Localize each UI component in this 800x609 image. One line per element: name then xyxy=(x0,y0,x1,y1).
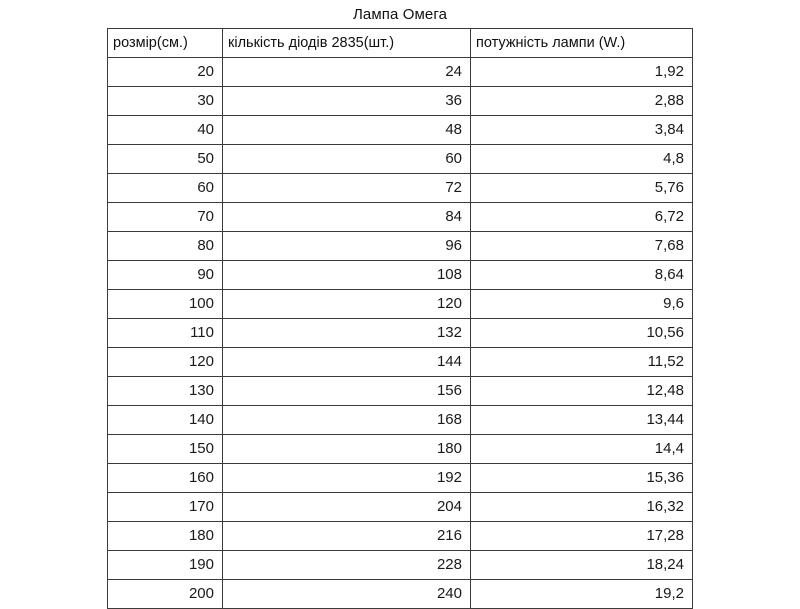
table-cell xyxy=(108,406,223,435)
table-cell xyxy=(223,493,471,522)
table-cell xyxy=(471,377,693,406)
table-cell xyxy=(108,232,223,261)
table-cell xyxy=(223,203,471,232)
cell-value: 5,76 xyxy=(654,179,684,196)
table-cell xyxy=(108,464,223,493)
specs-table xyxy=(107,28,693,609)
table-cell xyxy=(471,290,693,319)
cell-value: 60 xyxy=(197,179,214,196)
cell-value: 10,56 xyxy=(646,324,684,341)
table-row xyxy=(108,145,693,174)
cell-value: 16,32 xyxy=(646,498,684,515)
table-cell xyxy=(471,435,693,464)
table-cell xyxy=(223,551,471,580)
table-header xyxy=(108,29,693,58)
table-cell xyxy=(108,174,223,203)
cell-value: 144 xyxy=(436,353,462,370)
cell-value: 60 xyxy=(445,150,462,167)
table-row xyxy=(108,522,693,551)
table-cell xyxy=(471,232,693,261)
table-cell xyxy=(471,87,693,116)
table-cell xyxy=(108,145,223,174)
table-row xyxy=(108,464,693,493)
table-row xyxy=(108,174,693,203)
cell-value: 180 xyxy=(188,527,214,544)
table-cell xyxy=(471,203,693,232)
table-row xyxy=(108,580,693,609)
cell-value: 14,4 xyxy=(654,440,684,457)
cell-value: 17,28 xyxy=(646,527,684,544)
table-header-row xyxy=(108,29,693,58)
cell-value: 110 xyxy=(190,324,214,341)
table-cell xyxy=(108,58,223,87)
cell-value: 9,6 xyxy=(663,295,684,312)
table-row xyxy=(108,203,693,232)
table-cell xyxy=(471,522,693,551)
table-row xyxy=(108,435,693,464)
table-cell xyxy=(223,435,471,464)
cell-value: 130 xyxy=(188,382,214,399)
table-cell xyxy=(108,319,223,348)
table-cell xyxy=(471,145,693,174)
table-cell xyxy=(108,261,223,290)
table-cell xyxy=(223,406,471,435)
cell-value: 18,24 xyxy=(646,556,684,573)
table-cell xyxy=(223,174,471,203)
table-row xyxy=(108,261,693,290)
table-cell xyxy=(223,58,471,87)
table-cell xyxy=(223,87,471,116)
table-cell xyxy=(471,493,693,522)
table-cell xyxy=(108,435,223,464)
cell-value: 170 xyxy=(188,498,214,515)
table-cell xyxy=(108,493,223,522)
cell-value: 12,48 xyxy=(646,382,684,399)
cell-value: 100 xyxy=(188,295,214,312)
table-cell xyxy=(223,580,471,609)
cell-value: 150 xyxy=(188,440,214,457)
table-row xyxy=(108,290,693,319)
table-cell xyxy=(471,348,693,377)
cell-value: 20 xyxy=(197,63,214,80)
cell-value: 132 xyxy=(436,324,462,341)
cell-value: 192 xyxy=(436,469,462,486)
table-cell xyxy=(108,203,223,232)
cell-value: 80 xyxy=(197,237,214,254)
cell-value: 7,68 xyxy=(654,237,684,254)
table-cell xyxy=(223,377,471,406)
table-cell xyxy=(223,145,471,174)
table-cell xyxy=(108,87,223,116)
cell-value: 4,8 xyxy=(663,150,684,167)
page-title xyxy=(0,0,800,28)
cell-value: 108 xyxy=(436,266,462,283)
table-cell xyxy=(223,116,471,145)
table-row xyxy=(108,58,693,87)
cell-value: 228 xyxy=(436,556,462,573)
table-cell xyxy=(108,580,223,609)
cell-value: 160 xyxy=(188,469,214,486)
cell-value: 216 xyxy=(436,527,462,544)
table-cell xyxy=(223,290,471,319)
cell-value: 200 xyxy=(188,585,214,602)
table-cell xyxy=(223,522,471,551)
table-cell xyxy=(108,522,223,551)
cell-value: 6,72 xyxy=(654,208,684,225)
cell-value: 156 xyxy=(436,382,462,399)
table-cell xyxy=(223,464,471,493)
cell-value: 70 xyxy=(197,208,214,225)
cell-value: 240 xyxy=(436,585,462,602)
table-cell xyxy=(223,261,471,290)
table-cell xyxy=(223,319,471,348)
cell-value: 15,36 xyxy=(646,469,684,486)
cell-value: 8,64 xyxy=(654,266,684,283)
cell-value: 48 xyxy=(445,121,462,138)
table-cell xyxy=(108,348,223,377)
cell-value: 13,44 xyxy=(646,411,684,428)
column-header-size: розмір(см.) xyxy=(108,29,223,58)
table-cell xyxy=(471,464,693,493)
cell-value: 190 xyxy=(188,556,214,573)
cell-value: 30 xyxy=(197,92,214,109)
cell-value: 140 xyxy=(188,411,214,428)
table-cell xyxy=(471,580,693,609)
cell-value: 84 xyxy=(445,208,462,225)
page-title-text: Лампа Омега xyxy=(352,5,448,23)
cell-value: 19,2 xyxy=(654,585,684,602)
table-cell xyxy=(471,174,693,203)
table-row xyxy=(108,377,693,406)
cell-value: 24 xyxy=(445,63,462,80)
cell-value: 3,84 xyxy=(654,121,684,138)
table-row xyxy=(108,493,693,522)
column-header-power: потужність лампи (W.) xyxy=(471,29,693,58)
cell-value: 120 xyxy=(436,295,462,312)
table-cell xyxy=(223,232,471,261)
column-header-diode-count: кількість діодів 2835(шт.) xyxy=(223,29,471,58)
table-row xyxy=(108,232,693,261)
table-cell xyxy=(108,290,223,319)
table-cell xyxy=(108,551,223,580)
table-row xyxy=(108,87,693,116)
table-row xyxy=(108,116,693,145)
cell-value: 2,88 xyxy=(654,92,684,109)
table-cell xyxy=(471,319,693,348)
table-cell xyxy=(471,551,693,580)
table-cell xyxy=(471,58,693,87)
table-cell xyxy=(223,348,471,377)
table-row xyxy=(108,348,693,377)
cell-value: 120 xyxy=(188,353,214,370)
cell-value: 204 xyxy=(436,498,462,515)
table-cell xyxy=(471,406,693,435)
table-cell xyxy=(108,377,223,406)
table-cell xyxy=(471,116,693,145)
cell-value: 50 xyxy=(197,150,214,167)
cell-value: 40 xyxy=(197,121,214,138)
cell-value: 72 xyxy=(445,179,462,196)
table-row xyxy=(108,406,693,435)
cell-value: 96 xyxy=(445,237,462,254)
table-row xyxy=(108,319,693,348)
cell-value: 180 xyxy=(436,440,462,457)
cell-value: 11,52 xyxy=(647,353,684,370)
cell-value: 168 xyxy=(436,411,462,428)
cell-value: 36 xyxy=(445,92,462,109)
table-cell xyxy=(108,116,223,145)
cell-value: 1,92 xyxy=(654,63,684,80)
table-body xyxy=(108,58,693,609)
cell-value: 90 xyxy=(197,266,214,283)
table-row xyxy=(108,551,693,580)
table-cell xyxy=(471,261,693,290)
